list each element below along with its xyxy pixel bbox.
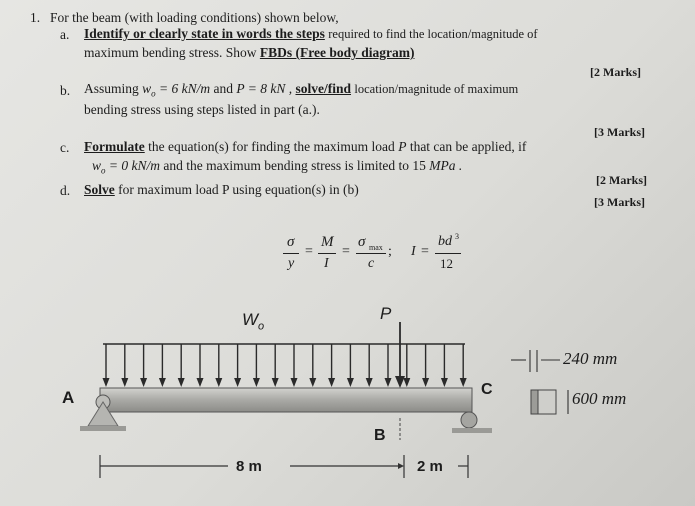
load-arrow-head	[197, 378, 204, 387]
load-arrow-head	[272, 378, 279, 387]
part-c-text-1: the equation(s) for finding the maximum load	[148, 139, 395, 154]
dimension-2m: 2 m	[417, 458, 443, 475]
load-arrow-head	[253, 378, 260, 387]
point-b-label: B	[374, 427, 386, 444]
part-d-bold-solve: Solve	[84, 182, 115, 197]
load-arrow-head	[159, 378, 166, 387]
load-arrow-head	[441, 378, 448, 387]
part-a-text-1: required to find the location/magnitude of	[328, 27, 538, 41]
part-c-wo: w	[92, 158, 102, 173]
part-c-bold-formulate: Formulate	[84, 139, 145, 154]
support-a-label: A	[62, 388, 75, 407]
formula-y: y	[288, 256, 295, 271]
part-b-and: and	[213, 81, 234, 96]
cross-section	[511, 350, 568, 414]
load-arrow-head	[366, 378, 373, 387]
part-d-text: for maximum load P using equation(s) in (b)	[118, 182, 359, 197]
load-arrow-head	[422, 378, 429, 387]
formula-bd: bd	[438, 234, 452, 249]
load-arrow-head	[328, 378, 335, 387]
load-arrow-head	[234, 378, 241, 387]
load-arrow-head	[140, 378, 147, 387]
load-arrow-head	[460, 378, 467, 387]
formula-eq-3: =	[421, 244, 429, 259]
formula-i: I	[324, 256, 329, 271]
part-c-p: P	[398, 139, 407, 154]
formula-sigma-max: σ	[358, 234, 366, 250]
part-b-text-1: location/magnitude of maximum	[354, 82, 519, 96]
formula-m: M	[321, 234, 334, 250]
distributed-load-arrows	[103, 344, 467, 387]
load-arrow-head	[403, 378, 410, 387]
part-a-bold-fbd: FBDs (Free body diagram)	[259, 45, 415, 60]
beam	[100, 388, 472, 412]
load-arrow-head	[291, 378, 298, 387]
support-c-label: C	[481, 381, 493, 398]
dimension-lines	[100, 455, 468, 478]
question-number: 1.	[30, 10, 41, 25]
part-b-bold-solve: solve/find	[295, 81, 352, 96]
formula-c: c	[368, 256, 375, 271]
part-c-text-1b: that can be applied, if	[409, 139, 527, 154]
formula-semicolon: ;	[388, 244, 392, 259]
load-arrow-head	[103, 378, 110, 387]
section-height-label: 240 mm	[563, 349, 618, 368]
part-c-mpa: MPa .	[429, 158, 463, 173]
roller-support-c	[452, 412, 492, 433]
part-d-marks: [3 Marks]	[594, 195, 645, 209]
part-a-bold-steps: Identify or clearly state in words the steps	[84, 26, 325, 41]
formula-eq-2: =	[342, 244, 350, 259]
section-width-label: 600 mm	[572, 389, 627, 408]
load-label-wo: $W_o$	[242, 310, 265, 333]
part-c-text-2: and the maximum bending stress is limited to 15	[163, 158, 426, 173]
part-a-letter: a.	[60, 27, 70, 42]
part-a-text-2: maximum bending stress. Show	[84, 45, 257, 60]
part-b-letter: b.	[60, 83, 71, 98]
load-arrow-head	[347, 378, 354, 387]
formula-cube: 3	[455, 232, 459, 241]
point-load-label: P	[380, 304, 392, 323]
part-b-assuming: Assuming	[84, 81, 139, 96]
part-c-wo-sub: o	[101, 165, 106, 176]
load-arrow-head	[385, 378, 392, 387]
part-b-wo: w	[142, 81, 152, 96]
part-b-p-value: P = 8 kN ,	[236, 81, 293, 96]
part-d-letter: d.	[60, 183, 71, 198]
formula-eq-1: =	[305, 244, 313, 259]
part-b-text-2: bending stress using steps listed in part (a.).	[84, 102, 320, 117]
question-intro: For the beam (with loading conditions) shown below,	[50, 10, 339, 25]
load-arrow-head	[121, 378, 128, 387]
part-c-letter: c.	[60, 140, 70, 155]
part-b-wo-value: = 6 kN/m	[159, 81, 211, 96]
part-c-wo-value: = 0 kN/m	[108, 158, 160, 173]
load-arrow-head	[309, 378, 316, 387]
load-arrow-head	[178, 378, 185, 387]
part-c-marks: [2 Marks]	[596, 173, 647, 187]
point-load-arrow	[395, 322, 405, 388]
part-a-marks: [2 Marks]	[590, 65, 641, 79]
dimension-8m: 8 m	[236, 458, 262, 475]
formula-twelve: 12	[440, 256, 453, 271]
part-b-marks: [3 Marks]	[594, 125, 645, 139]
formula-sigma: σ	[287, 234, 295, 250]
part-b-wo-sub: o	[151, 88, 156, 99]
formula-max-sub: max	[369, 243, 383, 252]
load-arrow-head	[215, 378, 222, 387]
formula-i2: I	[411, 244, 416, 259]
